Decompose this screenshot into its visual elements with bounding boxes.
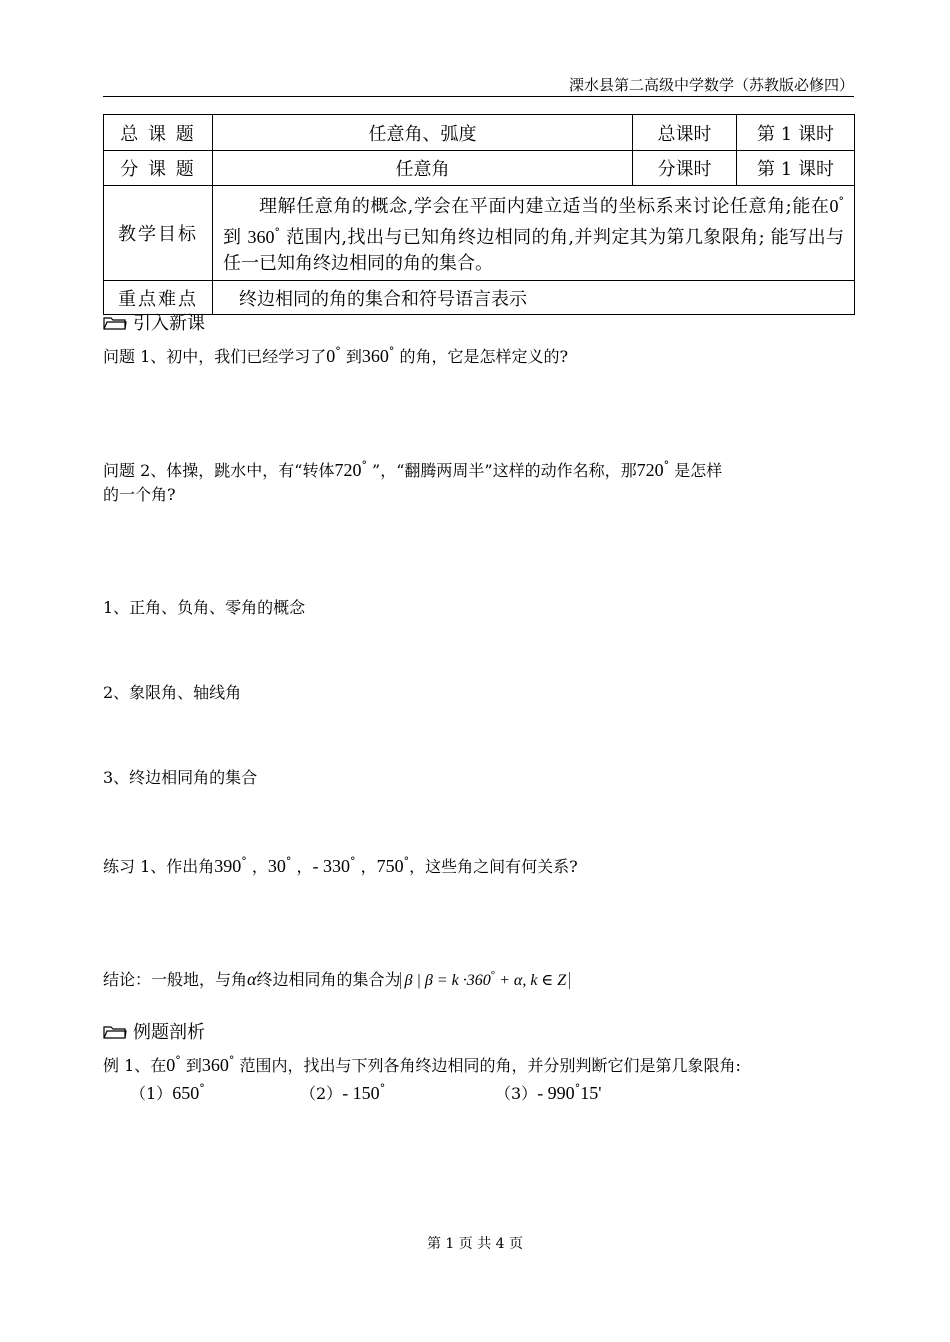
page-header: 溧水县第二高级中学数学（苏教版必修四） [103,74,854,97]
table-row [104,186,855,281]
folder-icon [103,1025,127,1039]
key-points-label: 重点难点 [104,281,213,315]
key-points-text: 终边相同的角的集合和符号语言表示 [213,281,855,315]
concept-item-2: 2、象限角、轴线角 [103,683,242,702]
question-1: 问题 1、初中，我们已经学习了0° 到360° 的角，它是怎样定义的? [103,345,569,366]
sub-topic-label: 分 课 题 [104,151,213,186]
concept-item-3: 3、终边相同角的集合 [103,768,258,787]
total-topic-value: 任意角、弧度 [213,115,633,151]
concept-item-1: 1、正角、负角、零角的概念 [103,598,306,617]
teaching-goals-text: 理解任意角的概念,学会在平面内建立适当的坐标系来讨论任意角;能在0° 到 360° 范围内,找出与已知角终边相同的角,并判定其为第几象限角; 能写出与任一已知角终边相同的角的集合。 [213,186,855,281]
section-title-examples: 例题剖析 [103,1022,205,1044]
question-2-line2: 的一个角? [103,485,176,504]
page-footer: 第 1 页 共 4 页 [426,1236,524,1252]
total-hours-label: 总课时 [633,115,737,151]
set-formula: β | β = k ·360° + α, k ∈ Z [400,972,570,989]
folder-icon [103,316,127,330]
table-row [104,281,855,315]
total-hours-value: 第 1 课时 [737,115,855,151]
exercise-1: 练习 1、作出角390° ，30° ，- 330° ，750°，这些角之间有何关系? [103,855,578,876]
example-1: 例 1、在0° 到360° 范围内，找出与下列各角终边相同的角，并分别判断它们是第几象限角: [103,1054,741,1075]
example-1-part-1: （1）650° [130,1082,205,1103]
teaching-goals-label: 教学目标 [104,186,213,281]
sub-hours-value: 第 1 课时 [737,151,855,186]
total-topic-label: 总 课 题 [104,115,213,151]
example-1-part-2: （2）- 150° [300,1082,386,1103]
conclusion: 结论：一般地，与角α终边相同角的集合为 β | β = k ·360° + α, k ∈ Z [103,964,570,992]
sub-topic-value: 任意角 [213,151,633,186]
lesson-info-table [103,114,855,315]
table-row [104,115,855,151]
table-row [104,151,855,186]
example-1-part-3: （3）- 990°15' [495,1082,602,1103]
section-title-intro: 引入新课 [103,313,205,335]
question-2: 问题 2、体操，跳水中，有“转体720° ”，“翻腾两周半”这样的动作名称，那720° 是怎样 [103,459,723,480]
sub-hours-label: 分课时 [633,151,737,186]
